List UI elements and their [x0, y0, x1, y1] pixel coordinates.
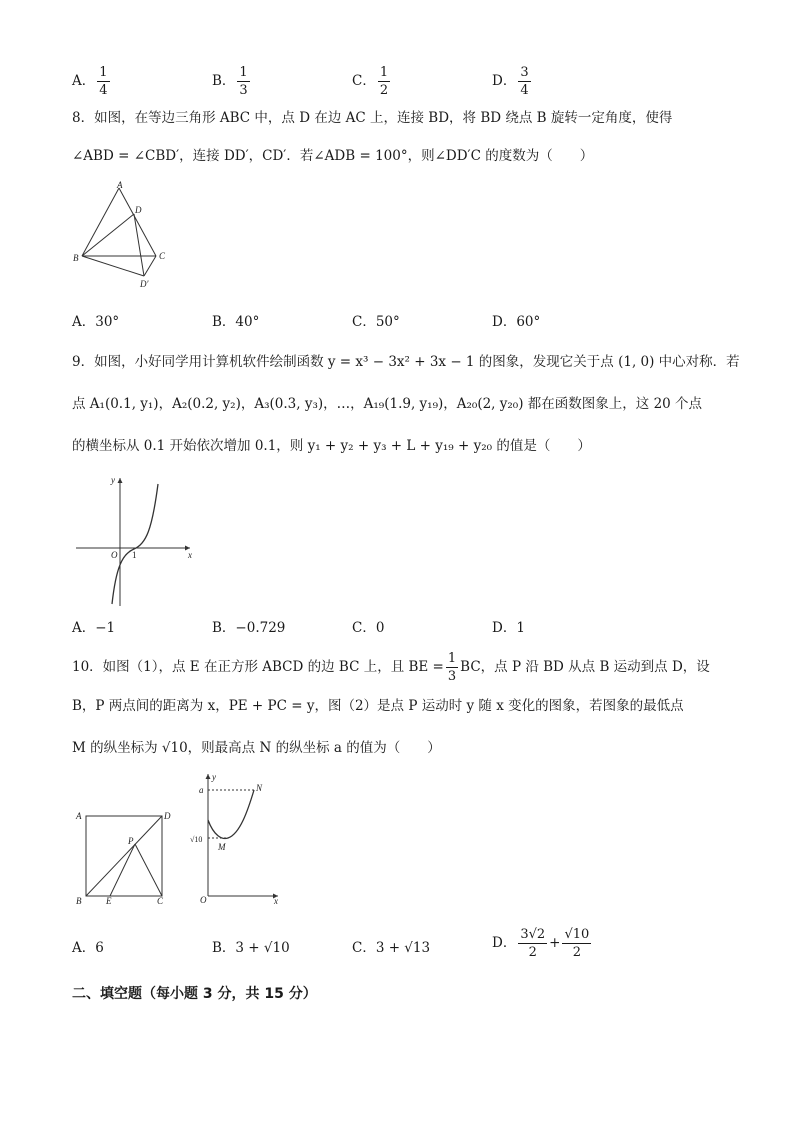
q8-edge-ab [82, 188, 119, 256]
q8-segment-cdp [144, 256, 156, 276]
q9-y-arrow [118, 478, 123, 483]
q9-label-one: 1 [132, 550, 137, 560]
q8-segment-bdp [82, 256, 144, 276]
q10-text-line1-part1: 10．如图（1），点 E 在正方形 ABCD 的边 BC 上，且 BE = [72, 659, 444, 675]
q10-label-d: D [164, 811, 171, 821]
q9-cubic-graph [72, 470, 198, 610]
q10-text-line2: B，P 两点间的距离为 x，PE + PC = y，图（2）是点 P 运动时 y 随 x 变化的图象，若图象的最低点 [72, 698, 684, 714]
q9-option-c: C．0 [352, 620, 385, 636]
q7-option-c: C． $\frac{1}{2}$ [352, 65, 389, 98]
q10-label-b: B [76, 896, 82, 906]
q10-graph-label-a: a [199, 785, 204, 795]
q8-triangle-figure [68, 180, 178, 290]
q9-text-line1: 9．如图，小好同学用计算机软件绘制函数 y = x³ − 3x² + 3x − 1 的图象，发现它关于点 (1, 0) 中心对称．若 [72, 354, 740, 370]
q10-option-c: C．3 + √13 [352, 940, 431, 956]
q10-diagonal-bd [86, 816, 162, 896]
q8-option-c: C．50° [352, 314, 400, 330]
q7-option-b: B． $\frac{1}{3}$ [212, 65, 248, 98]
q9-text-line2: 点 A₁(0.1, y₁)，A₂(0.2, y₂)，A₃(0.3, y₃)，…，A₁₉(1.9, y₁₉)，A₂₀(2, y₂₀) 都在函数图象上，这 20 个点 [72, 396, 703, 412]
q9-label-origin: O [111, 550, 118, 560]
q10-square-figure [72, 806, 182, 906]
q10-text-line3: M 的纵坐标为 √10，则最高点 N 的纵坐标 a 的值为（ ） [72, 740, 441, 756]
q10-option-a: A．6 [72, 940, 104, 956]
q10-yx-graph [188, 770, 284, 906]
q8-segment-bd [82, 214, 134, 256]
q8-segment-ddp [134, 214, 144, 276]
q10-segment-pc [135, 844, 162, 896]
q8-text-line1: 8．如图，在等边三角形 ABC 中，点 D 在边 AC 上，连接 BD，将 BD 绕点 B 旋转一定角度，使得 [72, 110, 673, 126]
q9-text-line3: 的横坐标从 0.1 开始依次增加 0.1，则 y₁ + y₂ + y₃ + L + y₁₉ + y₂₀ 的值是（ ） [72, 438, 591, 454]
q9-curve [112, 484, 158, 604]
q8-label-d: D [135, 205, 142, 215]
q9-label-x: x [188, 550, 192, 560]
q9-label-y: y [111, 475, 115, 485]
q10-text-line1-part2: BC，点 P 沿 BD 从点 B 运动到点 D，设 [460, 659, 710, 675]
q9-option-a: A．−1 [72, 620, 116, 636]
q8-text-line2: ∠ABD = ∠CBD′，连接 DD′，CD′．若∠ADB = 100°，则∠DD′C 的度数为（ ） [72, 148, 594, 164]
q10-text-line1 [72, 652, 710, 683]
q9-option-b: B．−0.729 [212, 620, 286, 636]
q8-option-b: B．40° [212, 314, 260, 330]
q10-graph-label-n: N [256, 783, 263, 793]
q9-option-d: D．1 [492, 620, 525, 636]
q8-label-c: C [159, 251, 166, 261]
q10-fraction-one-third: $\frac{1}{3}$ [447, 651, 457, 684]
q7-option-a: A． $\frac{1}{4}$ [72, 65, 108, 98]
q8-label-a: A [117, 180, 123, 190]
q10-y-arrow [206, 774, 211, 779]
q10-label-c: C [157, 896, 164, 906]
q10-segment-pe [110, 844, 135, 896]
q10-curve [208, 790, 254, 838]
q8-option-a: A．30° [72, 314, 120, 330]
q10-graph-label-origin: O [200, 895, 207, 905]
q7-option-d: D． $\frac{3}{4}$ [492, 65, 529, 98]
section-fill-in-heading: 二、填空题（每小题 3 分，共 15 分） [72, 986, 317, 1002]
q10-graph-label-sqrt10: √10 [190, 835, 203, 844]
q8-label-b: B [73, 253, 79, 263]
q10-label-p: P [128, 836, 134, 846]
q10-option-b: B．3 + √10 [212, 940, 290, 956]
q10-graph-label-x: x [274, 896, 278, 906]
q8-option-d: D．60° [492, 314, 541, 330]
q8-label-dprime: D′ [140, 279, 149, 289]
q10-graph-label-m: M [218, 842, 226, 852]
q10-label-a: A [76, 811, 82, 821]
q10-label-e: E [106, 896, 112, 906]
q10-option-d: D． $\frac{3√2}{2}$ + $\frac{√10}{2}$ [492, 927, 590, 960]
q10-graph-label-y: y [212, 772, 216, 782]
